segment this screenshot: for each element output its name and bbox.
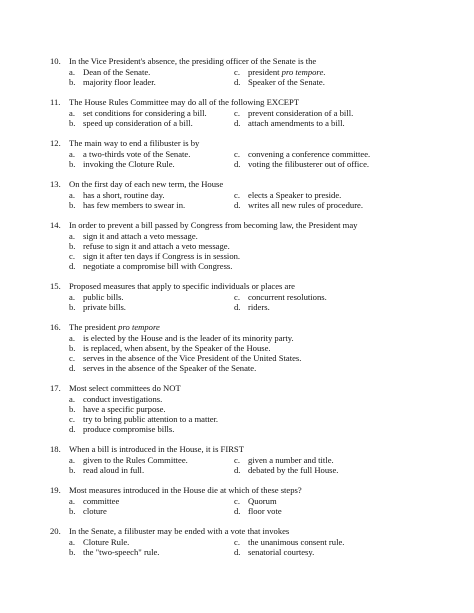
option-a: a. is elected by the House and is the leader of its minority party.: [69, 333, 294, 343]
option-c: c. elects a Speaker to preside.: [234, 190, 342, 200]
question-stem: Most measures introduced in the House die at which of these steps?: [69, 485, 302, 495]
option-b: b. has few members to swear in.: [69, 200, 186, 210]
question-number: 15.: [50, 281, 61, 291]
option-c: c. serves in the absence of the Vice President of the United States.: [69, 353, 302, 363]
option-d: d. Speaker of the Senate.: [234, 77, 325, 87]
question-number: 17.: [50, 383, 61, 393]
option-b: b. invoking the Cloture Rule.: [69, 159, 175, 169]
question-stem: The House Rules Committee may do all of the following EXCEPT: [69, 97, 300, 107]
option-d: d. negotiate a compromise bill with Congress.: [69, 261, 233, 271]
option-b: b. read aloud in full.: [69, 465, 145, 475]
option-c: c. prevent consideration of a bill.: [234, 108, 354, 118]
option-a: a. public bills.: [69, 292, 124, 302]
option-c: c. convening a conference committee.: [234, 149, 371, 159]
option-b: b. majority floor leader.: [69, 77, 156, 87]
question-stem: On the first day of each new term, the House: [69, 179, 224, 189]
question-stem: The main way to end a filibuster is by: [69, 138, 200, 148]
option-d: d. senatorial courtesy.: [234, 547, 315, 557]
question-stem: In order to prevent a bill passed by Congress from becoming law, the President may: [69, 220, 358, 230]
option-c: c. Quorum: [234, 496, 277, 506]
option-d: d. riders.: [234, 302, 270, 312]
option-d: d. debated by the full House.: [234, 465, 339, 475]
option-a: a. committee: [69, 496, 120, 506]
option-d: d. writes all new rules of procedure.: [234, 200, 364, 210]
option-b: b. the "two-speech" rule.: [69, 547, 160, 557]
option-a: a. sign it and attach a veto message.: [69, 231, 198, 241]
question-number: 14.: [50, 220, 61, 230]
option-d: d. floor vote: [234, 506, 282, 516]
question-stem: Proposed measures that apply to specific individuals or places are: [69, 281, 295, 291]
option-b: b. private bills.: [69, 302, 126, 312]
option-a: a. has a short, routine day.: [69, 190, 165, 200]
option-b: b. refuse to sign it and attach a veto message.: [69, 241, 230, 251]
question-stem: In the Senate, a filibuster may be ended with a vote that invokes: [69, 526, 290, 536]
option-a: a. a two-thirds vote of the Senate.: [69, 149, 191, 159]
option-a: a. set conditions for considering a bill.: [69, 108, 207, 118]
option-c: c. sign it after ten days if Congress is in session.: [69, 251, 241, 261]
question-number: 18.: [50, 444, 61, 454]
option-a: a. Dean of the Senate.: [69, 67, 151, 77]
option-b: b. have a specific purpose.: [69, 404, 166, 414]
question-number: 19.: [50, 485, 61, 495]
option-b: b. speed up consideration of a bill.: [69, 118, 193, 128]
question-number: 16.: [50, 322, 61, 332]
option-d: d. attach amendments to a bill.: [234, 118, 345, 128]
option-a: a. Cloture Rule.: [69, 537, 130, 547]
question-number: 12.: [50, 138, 61, 148]
option-a: a. given to the Rules Committee.: [69, 455, 188, 465]
question-stem: When a bill is introduced in the House, it is FIRST: [69, 444, 244, 454]
option-b: b. cloture: [69, 506, 107, 516]
option-c: c. given a number and title.: [234, 455, 334, 465]
option-d: d. produce compromise bills.: [69, 424, 175, 434]
question-stem: In the Vice President's absence, the presiding officer of the Senate is the: [69, 56, 317, 66]
option-b: b. is replaced, when absent, by the Speaker of the House.: [69, 343, 271, 353]
question-stem: The president pro tempore: [69, 322, 160, 332]
option-d: d. serves in the absence of the Speaker of the Senate.: [69, 363, 257, 373]
question-stem: Most select committees do NOT: [69, 383, 181, 393]
option-c: c. the unanimous consent rule.: [234, 537, 345, 547]
question-number: 11.: [50, 97, 61, 107]
question-number: 20.: [50, 526, 61, 536]
option-d: d. voting the filibusterer out of office.: [234, 159, 370, 169]
question-number: 13.: [50, 179, 61, 189]
question-number: 10.: [50, 56, 61, 66]
option-a: a. conduct investigations.: [69, 394, 163, 404]
option-c: c. try to bring public attention to a matter.: [69, 414, 219, 424]
option-c: c. concurrent resolutions.: [234, 292, 327, 302]
option-c: c. president pro tempore.: [234, 67, 326, 77]
